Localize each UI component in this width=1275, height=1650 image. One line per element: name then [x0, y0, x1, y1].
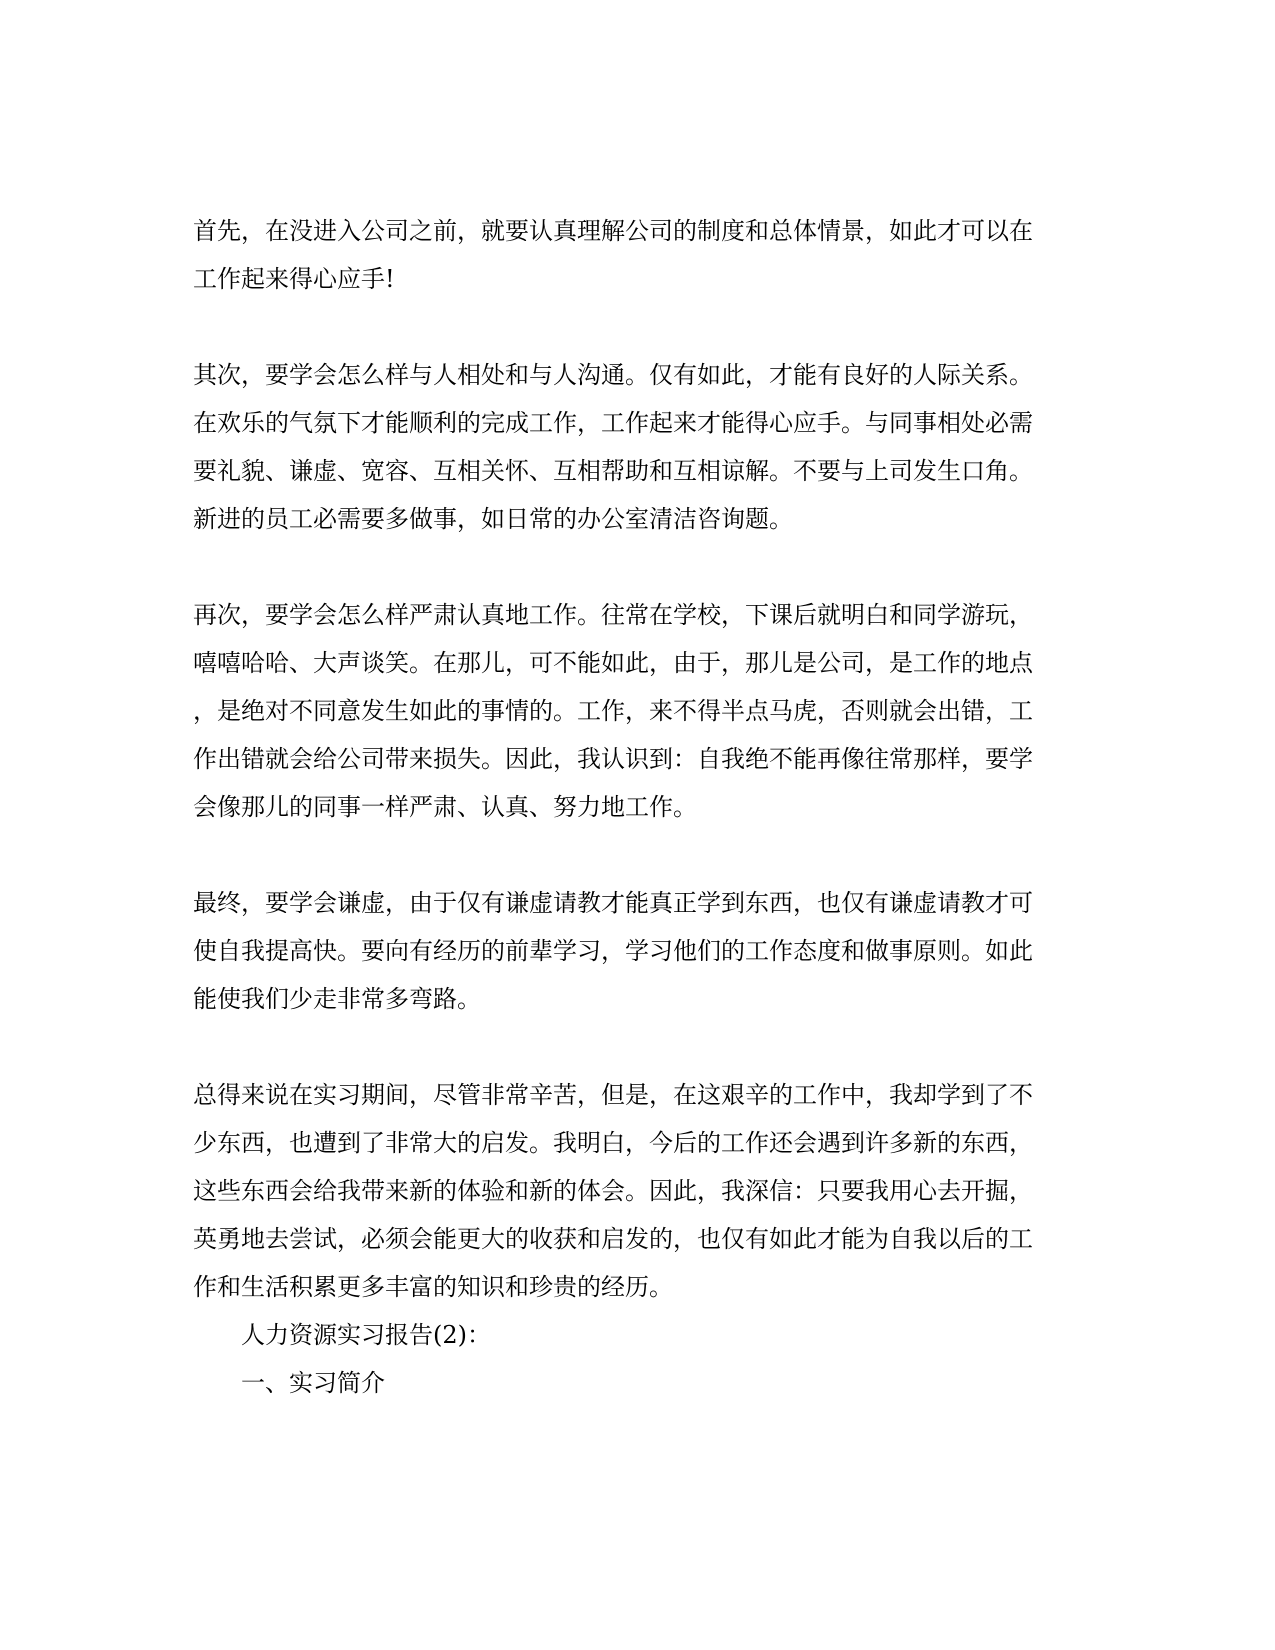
paragraph-first: 首先，在没进入公司之前，就要认真理解公司的制度和总体情景，如此才可以在 工作起来得心应手! [193, 217, 1033, 293]
paragraph-fourth: 最终，要学会谦虚，由于仅有谦虚请教才能真正学到东西，也仅有谦虚请教才可 使自我提高快。要向有经历的前辈学习，学习他们的工作态度和做事原则。如此 能使我们少走非常多弯路。 [193, 889, 1033, 1013]
document-body [193, 207, 1065, 1407]
section-heading: 一、实习简介 [241, 1369, 385, 1397]
paragraph-summary: 总得来说在实习期间，尽管非常辛苦，但是，在这艰辛的工作中，我却学到了不 少东西，也遭到了非常大的启发。我明白，今后的工作还会遇到许多新的东西， 这些东西会给我带来新的体验和新的体会。因此，我深信：只要我用心去开掘， 英勇地去尝试，必须会能更大的收获和启发的，也仅有如此才能为自我以后的工 作和生活积累更多丰富的知识和珍贵的经历。 [193, 1081, 1033, 1301]
paragraph-second: 其次，要学会怎么样与人相处和与人沟通。仅有如此，才能有良好的人际关系。 在欢乐的气氛下才能顺利的完成工作，工作起来才能得心应手。与同事相处必需 要礼貌、谦虚、宽容、互相关怀、互相帮助和互相谅解。不要与上司发生口角。 新进的员工必需要多做事，如日常的办公室清洁咨询题。 [193, 361, 1033, 533]
paragraph-third: 再次，要学会怎么样严肃认真地工作。往常在学校，下课后就明白和同学游玩， 嘻嘻哈哈、大声谈笑。在那儿，可不能如此，由于，那儿是公司，是工作的地点 ，是绝对不同意发生如此的事情的。工作，来不得半点马虎，否则就会出错，工 作出错就会给公司带来损失。因此，我认识到：自我绝不能再像往常那样，要学 会像那儿的同事一样严肃、认真、努力地工作。 [193, 601, 1033, 821]
report-title: 人力资源实习报告(2)： [241, 1321, 491, 1349]
